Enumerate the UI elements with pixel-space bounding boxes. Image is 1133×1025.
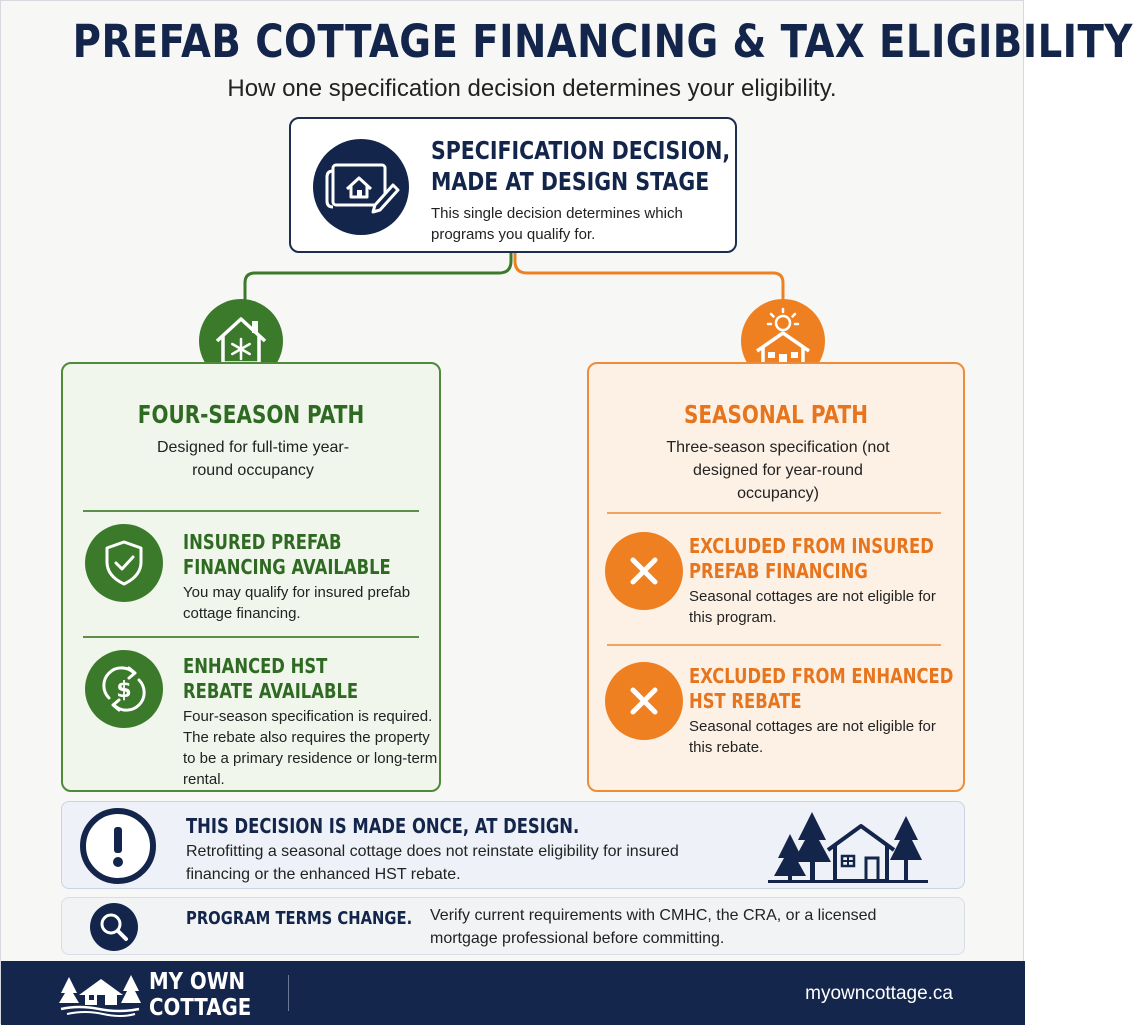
divider bbox=[607, 644, 941, 646]
decision-heading: SPECIFICATION DECISION, MADE AT DESIGN STAGE bbox=[431, 136, 731, 196]
four-season-title: FOUR-SEASON PATH bbox=[137, 400, 365, 429]
search-icon bbox=[90, 903, 138, 951]
svg-text:$: $ bbox=[116, 678, 132, 703]
decision-note bbox=[61, 801, 965, 889]
note-heading: THIS DECISION IS MADE ONCE, AT DESIGN. bbox=[186, 814, 580, 838]
decision-box bbox=[289, 117, 737, 253]
insured-financing-heading: INSURED PREFAB FINANCING AVAILABLE bbox=[183, 530, 391, 579]
excluded-financing-heading: EXCLUDED FROM INSURED PREFAB FINANCING bbox=[689, 534, 934, 583]
page-title: PREFAB COTTAGE FINANCING & TAX ELIGIBILITY bbox=[72, 15, 1133, 68]
website-link[interactable]: myowncottage.ca bbox=[805, 983, 953, 1004]
logo-icon bbox=[59, 969, 141, 1017]
seasonal-desc: Three-season specification (not designed for year-round occupancy) bbox=[666, 439, 890, 502]
hst-rebate-heading: ENHANCED HST REBATE AVAILABLE bbox=[183, 654, 359, 703]
brand-name: MY OWN COTTAGE bbox=[149, 969, 252, 1021]
divider bbox=[83, 636, 419, 638]
exclamation-icon bbox=[80, 808, 156, 884]
terms-heading: PROGRAM TERMS CHANGE. bbox=[186, 908, 413, 929]
decision-text: This single decision determines which programs you qualify for. bbox=[431, 205, 683, 243]
excluded-financing-text: Seasonal cottages are not eligible for this program. bbox=[689, 588, 936, 626]
footer-bar bbox=[1, 961, 1025, 1025]
note-text: Retrofitting a seasonal cottage does not reinstate eligibility for insured financing or the enhanced HST rebate. bbox=[186, 843, 679, 883]
dollar-rebate-icon bbox=[85, 650, 163, 728]
divider bbox=[83, 510, 419, 512]
cottage-trees-icon bbox=[768, 804, 928, 886]
terms-text: Verify current requirements with CMHC, the CRA, or a licensed mortgage professional before committing. bbox=[430, 907, 877, 947]
blueprint-house-icon bbox=[313, 139, 409, 235]
insured-financing-text: You may qualify for insured prefab cottage financing. bbox=[183, 584, 411, 622]
seasonal-panel bbox=[587, 362, 965, 792]
seasonal-title: SEASONAL PATH bbox=[683, 400, 868, 429]
footer-divider bbox=[288, 975, 289, 1011]
terms-note bbox=[61, 897, 965, 955]
divider bbox=[607, 512, 941, 514]
hst-rebate-text: Four-season specification is required. The rebate also requires the property to be a primary residence or long-term rental. bbox=[183, 708, 438, 788]
close-x-icon bbox=[605, 662, 683, 740]
excluded-hst-text: Seasonal cottages are not eligible for this rebate. bbox=[689, 718, 936, 756]
four-season-desc: Designed for full-time year-round occupancy bbox=[156, 439, 350, 479]
excluded-hst-heading: EXCLUDED FROM ENHANCED HST REBATE bbox=[689, 664, 954, 713]
shield-check-icon bbox=[85, 524, 163, 602]
close-x-icon bbox=[605, 532, 683, 610]
page-subtitle: How one specification decision determines your eligibility. bbox=[227, 75, 837, 102]
four-season-panel bbox=[61, 362, 441, 792]
